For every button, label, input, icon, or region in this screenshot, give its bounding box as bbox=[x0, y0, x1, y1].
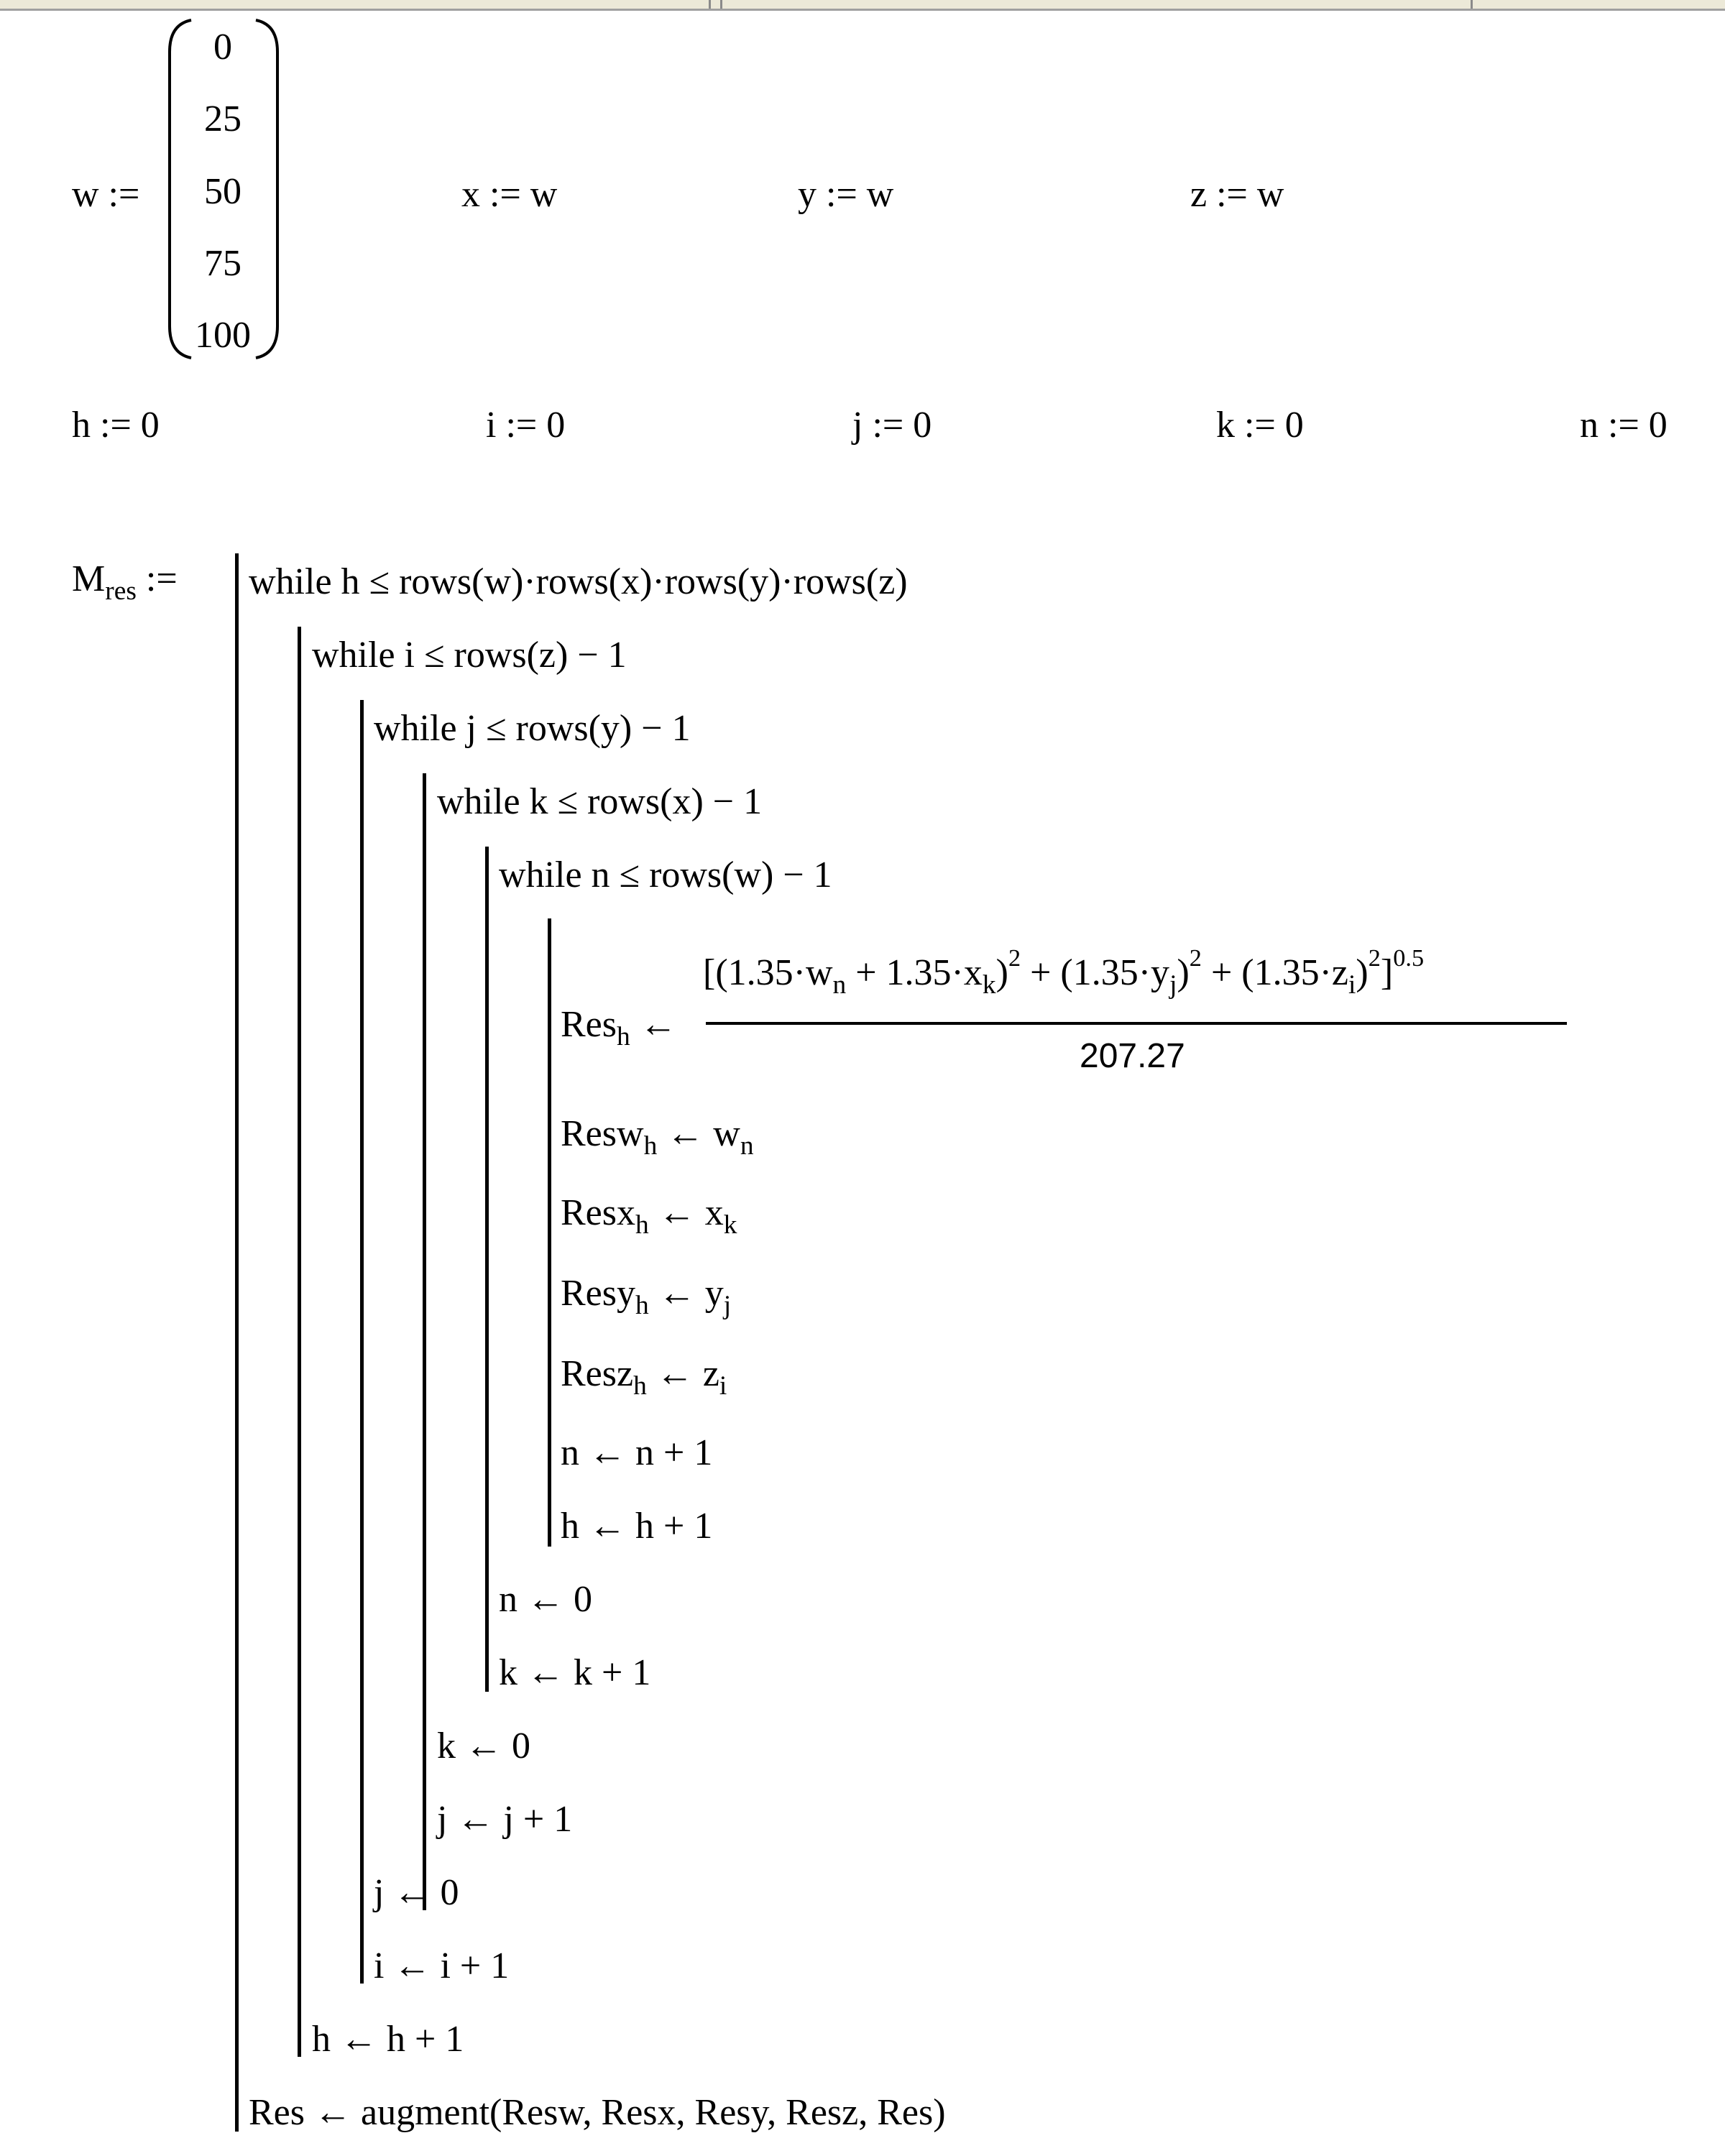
resx-line[interactable] bbox=[561, 1192, 737, 1240]
resx-name: Resx bbox=[561, 1192, 635, 1233]
resy-rhs: ← y bbox=[658, 1273, 724, 1314]
k-reset-line[interactable]: k ← 0 bbox=[437, 1726, 530, 1766]
matrix-value[interactable]: 50 bbox=[204, 171, 242, 212]
matrix-value[interactable]: 0 bbox=[213, 27, 232, 68]
k-init[interactable]: k := 0 bbox=[1216, 405, 1304, 446]
res-name: Res bbox=[561, 1004, 617, 1045]
lhs-main: M bbox=[72, 558, 106, 599]
matrix-value[interactable]: 75 bbox=[204, 243, 242, 284]
y-definition[interactable]: y := w bbox=[798, 174, 894, 215]
n-increment-line[interactable]: n ← n + 1 bbox=[561, 1432, 713, 1473]
resy-line[interactable] bbox=[561, 1273, 732, 1320]
fraction-line bbox=[706, 1022, 1567, 1025]
final-augment-line[interactable]: Res ← augment(Resw, Resx, Resy, Resz, Res) bbox=[249, 2092, 946, 2133]
x-definition[interactable]: x := w bbox=[461, 174, 558, 215]
matrix-value[interactable]: 25 bbox=[204, 98, 242, 139]
square-exp: 2 bbox=[1189, 944, 1202, 972]
res-h-lhs[interactable] bbox=[561, 1004, 677, 1051]
n-init[interactable]: n := 0 bbox=[1580, 405, 1668, 446]
resw-sub: h bbox=[643, 1130, 658, 1161]
z-sub: i bbox=[1348, 969, 1356, 1000]
num-part: + (1.35·y bbox=[1021, 952, 1170, 993]
resy-sub: h bbox=[635, 1290, 649, 1320]
resx-rhs-sub: k bbox=[723, 1210, 737, 1240]
while-j-line[interactable]: while j ≤ rows(y) − 1 bbox=[374, 708, 691, 749]
resw-rhs-sub: n bbox=[740, 1130, 754, 1161]
resy-name: Resy bbox=[561, 1273, 635, 1314]
num-part: [(1.35·w bbox=[703, 952, 833, 993]
matrix-value[interactable]: 100 bbox=[195, 315, 251, 356]
top-bar-separator bbox=[1471, 0, 1473, 9]
k-increment-line[interactable]: k ← k + 1 bbox=[499, 1652, 651, 1693]
program-bar-level-1 bbox=[235, 553, 239, 2132]
square-exp: 2 bbox=[1008, 944, 1021, 972]
while-n-line[interactable]: while n ≤ rows(w) − 1 bbox=[499, 854, 832, 895]
assign-operator: := bbox=[145, 558, 178, 599]
i-increment-line[interactable]: i ← i + 1 bbox=[374, 1945, 510, 1986]
resw-rhs: ← w bbox=[666, 1113, 740, 1154]
program-bar-level-6 bbox=[548, 918, 551, 1547]
h-init[interactable]: h := 0 bbox=[72, 405, 160, 446]
program-bar-level-5 bbox=[485, 847, 489, 1692]
while-h-line[interactable]: while h ≤ rows(w)·rows(x)·rows(y)·rows(z) bbox=[249, 561, 908, 602]
program-bar-level-2 bbox=[298, 627, 301, 2057]
res-h-denominator[interactable]: 207.27 bbox=[1080, 1037, 1185, 1075]
res-h-numerator[interactable]: $[(1.35\cdot w_n + 1.35\cdot x_k)^2 + (1.35\cdot y_j)^2 + (1.35\cdot z_i)^2]^{0.5}$ bbox=[703, 944, 1425, 1000]
resx-sub: h bbox=[635, 1210, 649, 1240]
assign-arrow: ← bbox=[639, 1004, 677, 1045]
while-i-line[interactable]: while i ≤ rows(z) − 1 bbox=[312, 635, 627, 676]
resw-line[interactable] bbox=[561, 1113, 754, 1161]
program-lhs[interactable] bbox=[72, 558, 178, 606]
z-definition[interactable]: z := w bbox=[1190, 174, 1284, 215]
w-definition-lhs[interactable]: w := bbox=[72, 174, 140, 215]
power-exp: 0.5 bbox=[1393, 944, 1425, 972]
resx-rhs: ← x bbox=[658, 1192, 724, 1233]
resz-rhs-sub: i bbox=[719, 1370, 727, 1401]
resy-rhs-sub: j bbox=[723, 1290, 732, 1320]
i-init[interactable]: i := 0 bbox=[486, 405, 566, 446]
h-increment-inner-line[interactable]: h ← h + 1 bbox=[561, 1506, 713, 1547]
j-increment-line[interactable]: j ← j + 1 bbox=[437, 1799, 573, 1840]
resz-sub: h bbox=[633, 1370, 647, 1401]
num-part: + 1.35·x bbox=[846, 952, 983, 993]
lhs-sub: res bbox=[105, 576, 137, 606]
resz-name: Resz bbox=[561, 1353, 634, 1394]
j-init[interactable]: j := 0 bbox=[852, 405, 932, 446]
resw-name: Resw bbox=[561, 1113, 644, 1154]
program-bar-level-3 bbox=[360, 700, 364, 1984]
j-reset-line[interactable]: j ← 0 bbox=[374, 1872, 459, 1913]
w-sub: n bbox=[832, 969, 847, 1000]
top-bar-separator bbox=[709, 0, 711, 9]
resz-line[interactable] bbox=[561, 1353, 727, 1401]
window-top-bar bbox=[0, 0, 1725, 11]
top-bar-separator bbox=[720, 0, 722, 9]
resz-rhs: ← z bbox=[656, 1353, 719, 1394]
n-reset-line[interactable]: n ← 0 bbox=[499, 1579, 592, 1620]
res-sub: h bbox=[617, 1021, 630, 1051]
x-sub: k bbox=[982, 969, 996, 1000]
square-exp: 2 bbox=[1368, 944, 1381, 972]
num-part: + (1.35·z bbox=[1201, 952, 1348, 993]
h-increment-outer-line[interactable]: h ← h + 1 bbox=[312, 2019, 464, 2060]
while-k-line[interactable]: while k ≤ rows(x) − 1 bbox=[437, 781, 763, 822]
y-sub: j bbox=[1169, 969, 1177, 1000]
program-bar-level-4 bbox=[423, 773, 426, 1910]
